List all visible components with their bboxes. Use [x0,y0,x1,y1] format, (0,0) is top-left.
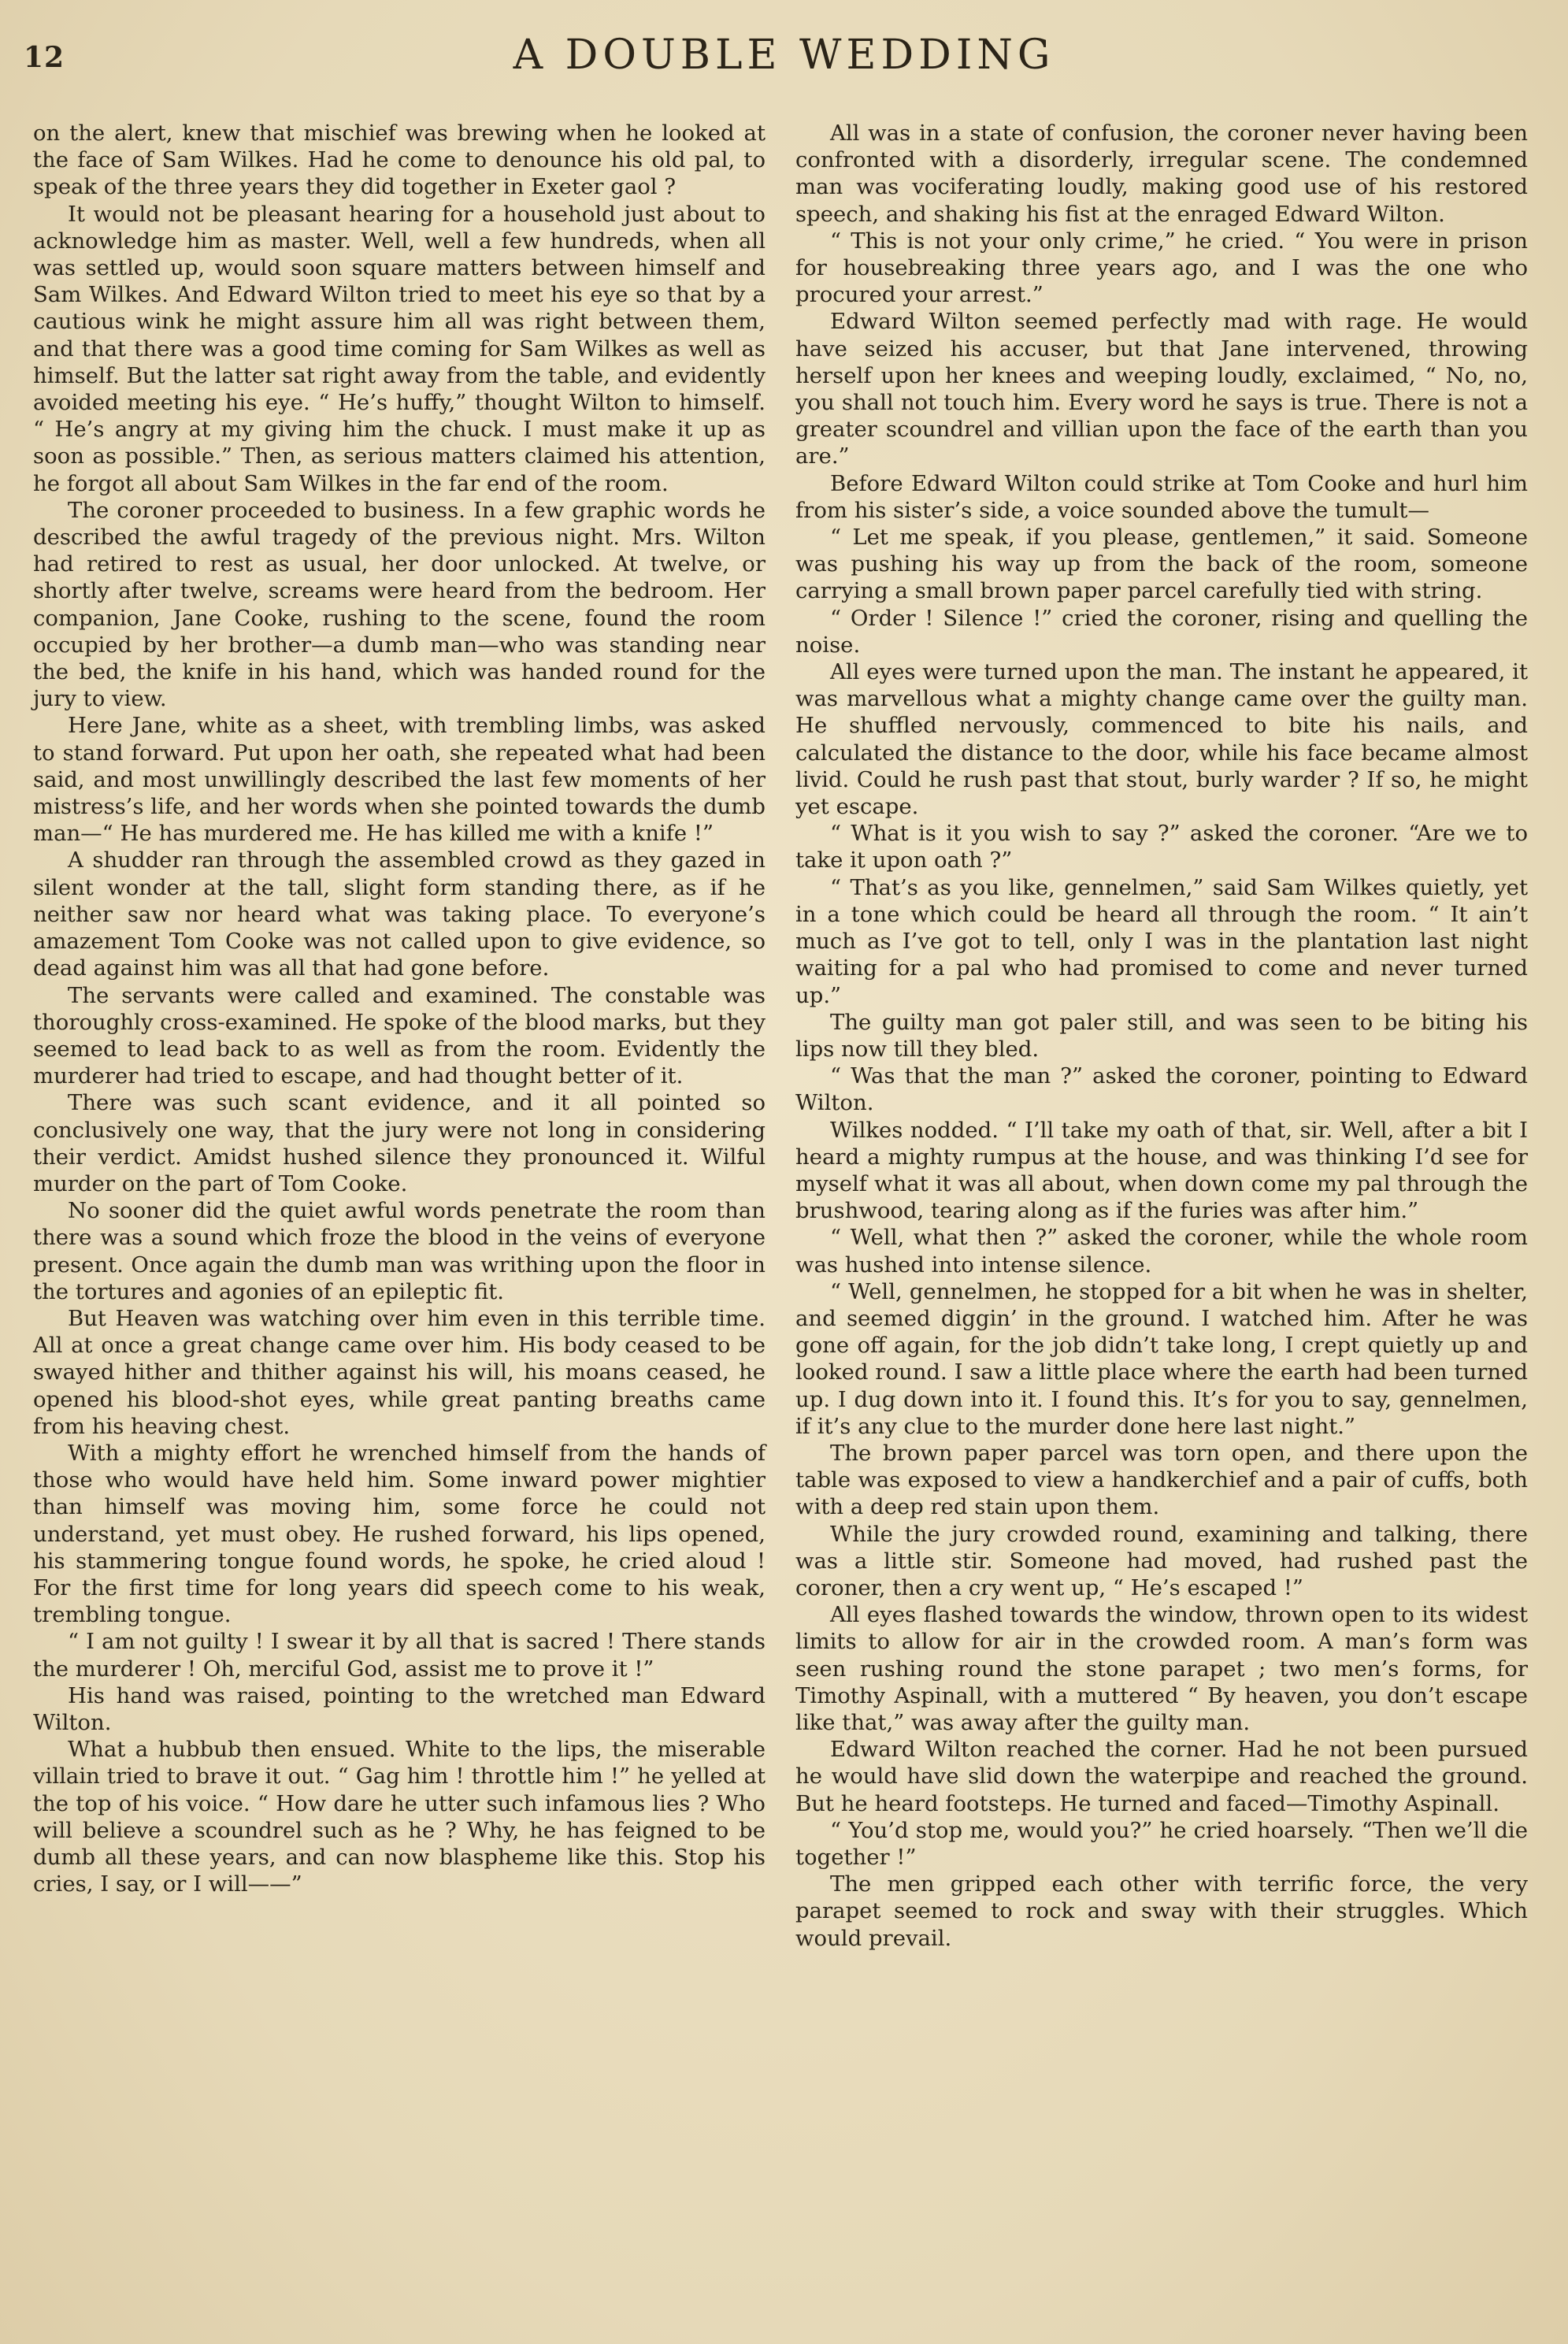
paragraph: While the jury crowded round, examining and talking, there was a little stir. Someone had moved, had rushed past the coroner, then a cry went up, “ He’s escaped !” [795,1521,1528,1600]
right-column [795,120,1528,1952]
paragraph: The servants were called and examined. The constable was thoroughly cross-examined. He spoke of the blood marks, but they seemed to lead back to as well as from the room. Evidently the murderer had tried to escape, and had thought better of it. [33,982,765,1089]
paragraph: on the alert, knew that mischief was brewing when he looked at the face of Sam Wilkes. Had he come to denounce his old pal, to speak of the three years they did together in Exeter gaol ? [33,121,765,200]
paragraph: “ You’d stop me, would you?” he cried hoarsely. “Then we’ll die together !” [795,1817,1528,1870]
paragraph: All eyes were turned upon the man. The instant he appeared, it was marvellous what a mighty change came over the guilty man. He shuffled nervously, commenced to bite his nails, and calculated the distance to the door, while his face became almost livid. Could he rush past that stout, burly warder ? If so, he might yet escape. [795,659,1528,820]
paragraph: “ Well, what then ?” asked the coroner, while the whole room was hushed into intense silence. [795,1225,1528,1278]
paragraph: “ That’s as you like, gennelmen,” said Sam Wilkes quietly, yet in a tone which could be heard all through the room. “ It ain’t much as I’ve got to tell, only I was in the plantation last night waiting for a pal who had promised to come and never turned up.” [795,874,1528,1008]
paragraph: His hand was raised, pointing to the wretched man Edward Wilton. [33,1682,765,1735]
paragraph: The men gripped each other with terrific force, the very parapet seemed to rock and sway with their struggles. Which would prevail. [795,1871,1528,1951]
page-number: 12 [24,41,65,74]
paragraph: “ I am not guilty ! I swear it by all that is sacred ! There stands the murderer ! Oh, merciful God, assist me to prove it !” [33,1629,765,1682]
paragraph: What a hubbub then ensued. White to the lips, the miserable villain tried to brave it out. “ Gag him ! throttle him !” he yelled at the top of his voice. “ How dare he utter such infamous lies ? Who will believe a scoundrel such as he ? Why, he has feigned to be dumb all these years, and can now blaspheme like this. Stop his cries, I say, or I will——” [33,1737,765,1897]
paragraph: “ Well, gennelmen, he stopped for a bit when he was in shelter, and seemed diggin’ in the ground. I watched him. After he was gone off again, for the job didn’t take long, I crept quietly up and looked round. I saw a little place where the earth had been turned up. I dug down into it. I found this. It’s for you to say, gennelmen, if it’s any clue to the murder done here last night.” [795,1278,1528,1439]
paragraph: “ Order ! Silence !” cried the coroner, rising and quelling the noise. [795,605,1528,658]
paragraph: Edward Wilton reached the corner. Had he not been pursued he would have slid down the waterpipe and reached the ground. But he heard footsteps. He turned and faced—Timothy Aspinall. [795,1737,1528,1816]
paragraph: But Heaven was watching over him even in this terrible time. All at once a great change came over him. His body ceased to be swayed hither and thither against his will, his moans ceased, he opened his blood-shot eyes, while great panting breaths came from his heaving chest. [33,1305,765,1439]
paragraph: The guilty man got paler still, and was seen to be biting his lips now till they bled. [795,1009,1528,1062]
paragraph: “ Let me speak, if you please, gentlemen,” it said. Someone was pushing his way up from the back of the room, someone carrying a small brown paper parcel carefully tied with string. [795,525,1528,604]
paragraph: The brown paper parcel was torn open, and there upon the table was exposed to view a handkerchief and a pair of cuffs, both with a deep red stain upon them. [795,1440,1528,1520]
paragraph: Wilkes nodded. “ I’ll take my oath of that, sir. Well, after a bit I heard a mighty rumpus at the house, and was thinking I’d see for myself what it was all about, when down come my pal through the brushwood, tearing along as if the furies was after him.” [795,1117,1528,1224]
paragraph: All eyes flashed towards the window, thrown open to its widest limits to allow for air in the crowded room. A man’s form was seen rushing round the stone parapet ; two men’s forms, for Timothy Aspinall, with a muttered “ By heaven, you don’t escape like that,” was away after the guilty man. [795,1602,1528,1735]
paragraph: “ Was that the man ?” asked the coroner, pointing to Edward Wilton. [795,1063,1528,1116]
paragraph: There was such scant evidence, and it all pointed so conclusively one way, that the jury were not long in considering their verdict. Amidst hushed silence they pronounced it. Wilful murder on the part of Tom Cooke. [33,1090,765,1196]
paragraph: “ This is not your only crime,” he cried. “ You were in prison for housebreaking three years ago, and I was the one who procured your arrest.” [795,228,1528,308]
paragraph: Edward Wilton seemed perfectly mad with rage. He would have seized his accuser, but that Jane intervened, throwing herself upon her knees and weeping loudly, exclaimed, “ No, no, you shall not touch him. Every word he says is true. There is not a greater scoundrel and villian upon the face of the earth than you are.” [795,309,1528,469]
paragraph: Here Jane, white as a sheet, with trembling limbs, was asked to stand forward. Put upon her oath, she repeated what had been said, and most unwillingly described the last few moments of her mistress’s life, and her words when she pointed towards the dumb man—“ He has murdered me. He has killed me with a knife !” [33,713,765,847]
paragraph: Before Edward Wilton could strike at Tom Cooke and hurl him from his sister’s side, a voice sounded above the tumult— [795,470,1528,523]
paragraph: A shudder ran through the assembled crowd as they gazed in silent wonder at the tall, slight form standing there, as if he neither saw nor heard what was taking place. To everyone’s amazement Tom Cooke was not called upon to give evidence, so dead against him was all that had gone before. [33,847,765,981]
paragraph: It would not be pleasant hearing for a household just about to acknowledge him as master. Well, well a few hundreds, when all was settled up, would soon square matters between himself and Sam Wilkes. And Edward Wilton tried to meet his eye so that by a cautious wink he might assure him all was right between them, and that there was a good time coming for Sam Wilkes as well as himself. But the latter sat right away from the table, and evidently avoided meeting his eye. “ He’s huffy,” thought Wilton to himself. “ He’s angry at my giving him the chuck. I must make it up as soon as possible.” Then, as serious matters claimed his attention, he forgot all about Sam Wilkes in the far end of the room. [33,201,765,496]
paragraph: The coroner proceeded to business. In a few graphic words he described the awful tragedy of the previous night. Mrs. Wilton had retired to rest as usual, her door unlocked. At twelve, or shortly after twelve, screams were heard from the bedroom. Her companion, Jane Cooke, rushing to the scene, found the room occupied by her brother—a dumb man—who was standing near the bed, the knife in his hand, which was handed round for the jury to view. [33,497,765,712]
paragraph: All was in a state of confusion, the coroner never having been confronted with a disorderly, irregular scene. The condemned man was vociferating loudly, making good use of his restored speech, and shaking his fist at the enraged Edward Wilton. [795,121,1528,227]
paragraph: “ What is it you wish to say ?” asked the coroner. “Are we to take it upon oath ?” [795,821,1528,873]
running-title: A DOUBLE WEDDING [513,32,1055,79]
paragraph: No sooner did the quiet awful words penetrate the room than there was a sound which froze the blood in the veins of everyone present. Once again the dumb man was writhing upon the floor in the tortures and agonies of an epileptic fit. [33,1198,765,1304]
paragraph: With a mighty effort he wrenched himself from the hands of those who would have held him. Some inward power mightier than himself was moving him, some force he could not understand, yet must obey. He rushed forward, his lips opened, his stammering tongue found words, he spoke, he cried aloud ! For the first time for long years did speech come to his weak, trembling tongue. [33,1440,765,1628]
left-column [33,120,765,1897]
